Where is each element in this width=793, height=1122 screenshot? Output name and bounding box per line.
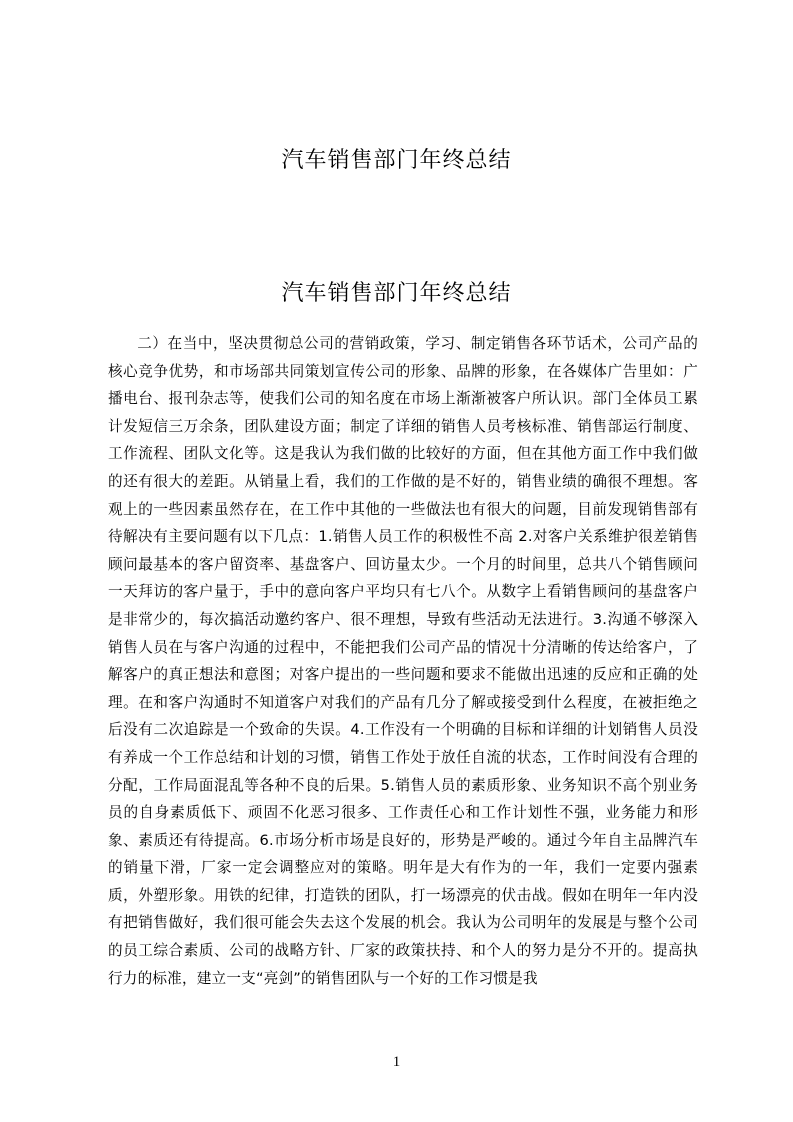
body-paragraph: 二）在当中，坚决贯彻总公司的营销政策，学习、制定销售各环节话术，公司产品的核心竞争优势，和市场部共同策划宣传公司的形象、品牌的形象，在各媒体广告里如：广播电台、报刊杂志等，使我们公司的知名度在市场上渐渐被客户所认识。部门全体员工累计发短信三万余条，团队建设方面；制定了详细的销售人员考核标准、销售部运行制度、工作流程、团队文化等。这是我认为我们做的比较好的方面，但在其他方面工作中我们做的还有很大的差距。从销量上看，我们的工作做的是不好的，销售业绩的确很不理想。客观上的一些因素虽然存在，在工作中其他的一些做法也有很大的问题，目前发现销售部有待解决有主要问题有以下几点：1.销售人员工作的积极性不高 2.对客户关系维护很差销售顾问最基本的客户留资率、基盘客户、回访量太少。一个月的时间里，总共八个销售顾问一天拜访的客户量于，手中的意向客户平均只有七八个。从数字上看销售顾问的基盘客户是非常少的，每次搞活动邀约客户、很不理想，导致有些活动无法进行。3.沟通不够深入销售人员在与客户沟通的过程中，不能把我们公司产品的情况十分清晰的传达给客户，了解客户的真正想法和意图；对客户提出的一些问题和要求不能做出迅速的反应和正确的处理。在和客户沟通时不知道客户对我们的产品有几分了解或接受到什么程度，在被拒绝之后没有二次追踪是一个致命的失误。4.工作没有一个明确的目标和详细的计划销售人员没有养成一个工作总结和计划的习惯，销售工作处于放任自流的状态，工作时间没有合理的分配，工作局面混乱等各种不良的后果。5.销售人员的素质形象、业务知识不高个别业务员的自身素质低下、顽固不化恶习很多、工作责任心和工作计划性不强，业务能力和形象、素质还有待提高。6.市场分析市场是良好的，形势是严峻的。通过今年自主品牌汽车的销量下滑，厂家一定会调整应对的策略。明年是大有作为的一年，我们一定要内强素质，外塑形象。用铁的纪律，打造铁的团队，打一场漂亮的伏击战。假如在明年一年内没有把销售做好，我们很可能会失去这个发展的机会。我认为公司明年的发展是与整个公司的员工综合素质、公司的战略方针、厂家的政策扶持、和个人的努力是分不开的。提高执行力的标准，建立一支“亮剑”的销售团队与一个好的工作习惯是我 xyxy=(108,335,698,987)
document-title: 汽车销售部门年终总结 xyxy=(281,281,512,306)
cover-title: 汽车销售部门年终总结 xyxy=(281,148,512,173)
page-number: 1 xyxy=(392,1054,401,1070)
